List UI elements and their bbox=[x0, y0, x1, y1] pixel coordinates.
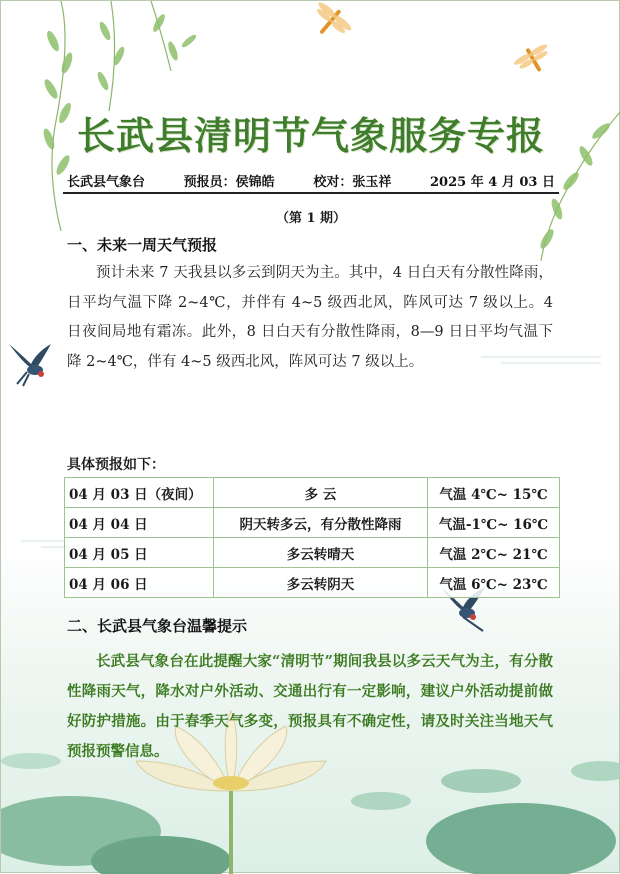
table-row bbox=[65, 538, 560, 568]
issue-date: 2025 年 4 月 03 日 bbox=[430, 175, 555, 190]
forecast-date: 04 月 03 日（夜间） bbox=[65, 478, 214, 508]
checker-name: 校对：张玉祥 bbox=[313, 175, 392, 190]
table-row bbox=[65, 568, 560, 598]
forecast-date: 04 月 04 日 bbox=[65, 508, 214, 538]
table-row bbox=[65, 478, 560, 508]
dragonfly-icon bbox=[305, 1, 356, 47]
forecast-temp: 气温 2℃~ 21℃ bbox=[428, 538, 560, 568]
forecast-temp: 气温 4℃~ 15℃ bbox=[428, 478, 560, 508]
forecast-weather: 多云转阴天 bbox=[214, 568, 428, 598]
section2-heading: 二、长武县气象台温馨提示 bbox=[67, 617, 248, 635]
header-divider bbox=[63, 192, 559, 194]
forecast-weather: 阴天转多云，有分散性降雨 bbox=[214, 508, 428, 538]
forecast-table bbox=[64, 477, 560, 598]
forecast-date: 04 月 06 日 bbox=[65, 568, 214, 598]
forecast-temp: 气温-1℃~ 16℃ bbox=[428, 508, 560, 538]
report-meta bbox=[67, 171, 555, 190]
swallow-bird-icon bbox=[9, 344, 51, 386]
section1-heading: 一、未来一周天气预报 bbox=[67, 236, 218, 254]
dragonfly-icon bbox=[511, 39, 557, 81]
issuer-name: 长武县气象台 bbox=[67, 175, 146, 190]
report-title: 长武县清明节气象服务专报 bbox=[76, 113, 545, 158]
issue-number: （第 1 期） bbox=[275, 211, 347, 226]
forecast-weather: 多云转晴天 bbox=[214, 538, 428, 568]
forecast-label: 具体预报如下： bbox=[67, 457, 165, 473]
forecast-weather: 多 云 bbox=[214, 478, 428, 508]
table-row bbox=[65, 508, 560, 538]
section1-body: 预计未来 7 天我县以多云到阴天为主。其中，4 日白天有分散性降雨，日平均气温下降 2~4℃，并伴有 4~5 级西北风，阵风可达 7 级以上。4 日夜间局地有霜冻。此外，8 日白天有分散性降雨，8—9 日日平均气温下降 2~4℃，伴有 4~5 级西北风，阵风可达 7 级以上。 bbox=[67, 265, 553, 370]
forecast-temp: 气温 6℃~ 23℃ bbox=[428, 568, 560, 598]
forecast-date: 04 月 05 日 bbox=[65, 538, 214, 568]
section2-body: 长武县气象台在此提醒大家“清明节”期间我县以多云天气为主，有分散性降雨天气，降水对户外活动、交通出行有一定影响，建议户外活动提前做好防护措施。由于春季天气多变，预报具有不确定性，请及时关注当地天气预报预警信息。 bbox=[67, 653, 553, 760]
forecaster-name: 预报员：侯锦皓 bbox=[183, 175, 275, 190]
